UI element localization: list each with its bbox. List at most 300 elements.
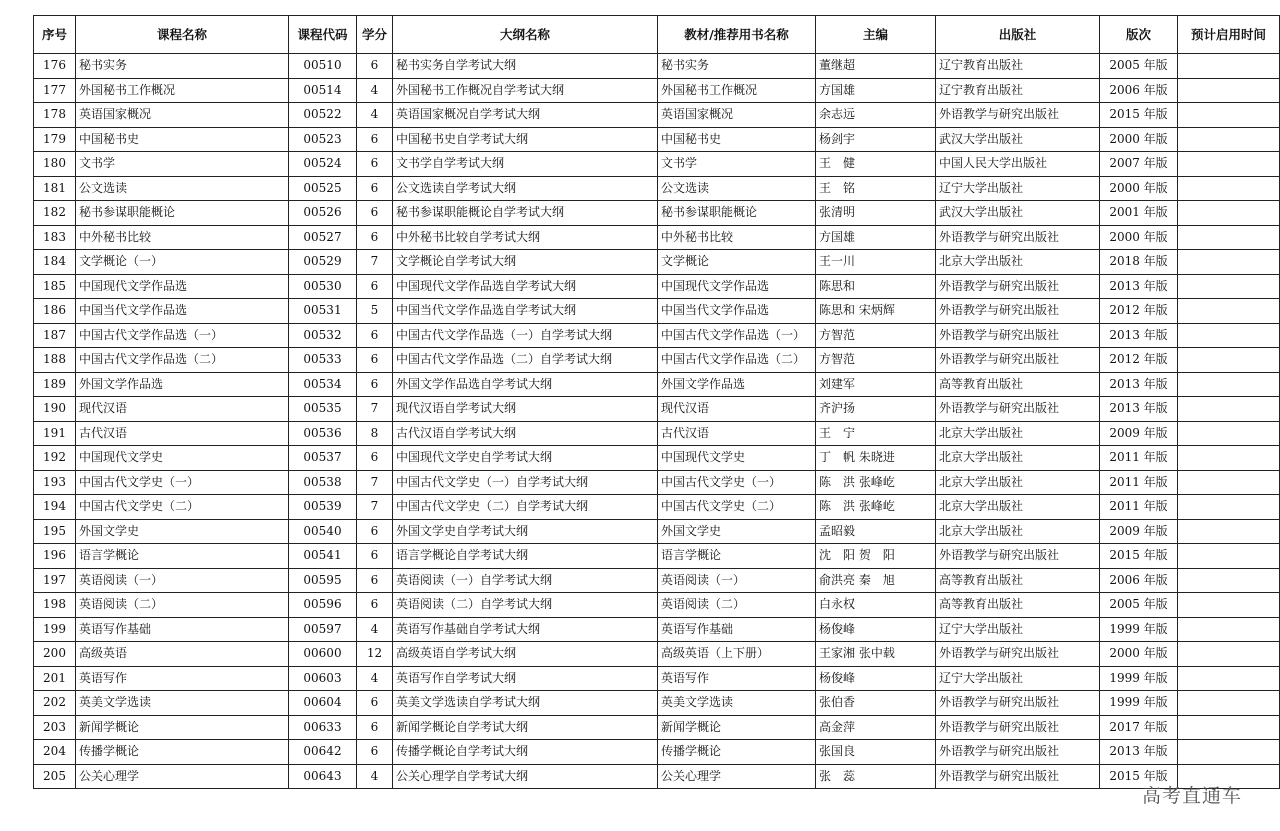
- cell-edition: 2013 年版: [1100, 274, 1178, 299]
- cell-credits: 7: [357, 470, 393, 495]
- cell-seq: 185: [34, 274, 76, 299]
- cell-editor: 沈 阳 贺 阳: [816, 544, 936, 569]
- table-row: [34, 691, 1280, 716]
- cell-syllabus: 中国现代文学史自学考试大纲: [393, 446, 658, 471]
- cell-syllabus: 英语国家概况自学考试大纲: [393, 103, 658, 128]
- cell-syllabus: 中国古代文学史（一）自学考试大纲: [393, 470, 658, 495]
- cell-publisher: 外语教学与研究出版社: [936, 397, 1100, 422]
- cell-editor: 杨俊峰: [816, 617, 936, 642]
- cell-course-code: 00597: [289, 617, 357, 642]
- cell-publisher: 辽宁大学出版社: [936, 617, 1100, 642]
- cell-edition: 2000 年版: [1100, 176, 1178, 201]
- cell-start-time: [1178, 299, 1280, 324]
- table-row: [34, 152, 1280, 177]
- cell-start-time: [1178, 397, 1280, 422]
- cell-publisher: 北京大学出版社: [936, 470, 1100, 495]
- table-row: [34, 397, 1280, 422]
- cell-publisher: 外语教学与研究出版社: [936, 544, 1100, 569]
- cell-credits: 12: [357, 642, 393, 667]
- cell-course-code: 00525: [289, 176, 357, 201]
- cell-course-name: 公关心理学: [76, 764, 289, 789]
- cell-credits: 6: [357, 225, 393, 250]
- cell-editor: 张清明: [816, 201, 936, 226]
- cell-course-code: 00595: [289, 568, 357, 593]
- cell-syllabus: 文书学自学考试大纲: [393, 152, 658, 177]
- cell-start-time: [1178, 666, 1280, 691]
- table-row: [34, 201, 1280, 226]
- cell-edition: 1999 年版: [1100, 691, 1178, 716]
- cell-course-name: 英语阅读（二）: [76, 593, 289, 618]
- cell-start-time: [1178, 593, 1280, 618]
- cell-textbook: 秘书参谋职能概论: [658, 201, 816, 226]
- cell-syllabus: 公文选读自学考试大纲: [393, 176, 658, 201]
- cell-publisher: 北京大学出版社: [936, 421, 1100, 446]
- cell-textbook: 文书学: [658, 152, 816, 177]
- cell-textbook: 中外秘书比较: [658, 225, 816, 250]
- cell-course-code: 00523: [289, 127, 357, 152]
- cell-publisher: 外语教学与研究出版社: [936, 103, 1100, 128]
- cell-course-code: 00538: [289, 470, 357, 495]
- cell-publisher: 高等教育出版社: [936, 593, 1100, 618]
- cell-start-time: [1178, 642, 1280, 667]
- header-syllabus: 大纲名称: [393, 16, 658, 54]
- cell-course-code: 00524: [289, 152, 357, 177]
- cell-editor: 王 健: [816, 152, 936, 177]
- cell-syllabus: 英语写作基础自学考试大纲: [393, 617, 658, 642]
- cell-course-code: 00541: [289, 544, 357, 569]
- cell-textbook: 秘书实务: [658, 54, 816, 79]
- cell-course-name: 中国古代文学作品选（一）: [76, 323, 289, 348]
- cell-edition: 2009 年版: [1100, 421, 1178, 446]
- cell-editor: 孟昭毅: [816, 519, 936, 544]
- cell-course-code: 00522: [289, 103, 357, 128]
- cell-publisher: 辽宁教育出版社: [936, 78, 1100, 103]
- cell-credits: 6: [357, 593, 393, 618]
- cell-edition: 2005 年版: [1100, 593, 1178, 618]
- cell-publisher: 中国人民大学出版社: [936, 152, 1100, 177]
- cell-editor: 方国雄: [816, 78, 936, 103]
- cell-course-name: 中国当代文学作品选: [76, 299, 289, 324]
- cell-editor: 陈 洪 张峰屹: [816, 495, 936, 520]
- cell-seq: 176: [34, 54, 76, 79]
- cell-edition: 2015 年版: [1100, 103, 1178, 128]
- cell-credits: 7: [357, 397, 393, 422]
- cell-textbook: 外国文学作品选: [658, 372, 816, 397]
- cell-syllabus: 中国古代文学作品选（二）自学考试大纲: [393, 348, 658, 373]
- cell-edition: 2006 年版: [1100, 78, 1178, 103]
- cell-start-time: [1178, 250, 1280, 275]
- cell-seq: 190: [34, 397, 76, 422]
- cell-publisher: 辽宁大学出版社: [936, 666, 1100, 691]
- cell-start-time: [1178, 617, 1280, 642]
- table-row: [34, 250, 1280, 275]
- table-row: [34, 715, 1280, 740]
- cell-course-code: 00643: [289, 764, 357, 789]
- cell-textbook: 英语阅读（二）: [658, 593, 816, 618]
- cell-start-time: [1178, 691, 1280, 716]
- cell-credits: 6: [357, 176, 393, 201]
- cell-seq: 203: [34, 715, 76, 740]
- cell-edition: 2013 年版: [1100, 372, 1178, 397]
- cell-editor: 王一川: [816, 250, 936, 275]
- cell-publisher: 高等教育出版社: [936, 372, 1100, 397]
- cell-syllabus: 传播学概论自学考试大纲: [393, 740, 658, 765]
- cell-course-code: 00531: [289, 299, 357, 324]
- cell-textbook: 中国现代文学作品选: [658, 274, 816, 299]
- cell-credits: 6: [357, 201, 393, 226]
- cell-course-code: 00540: [289, 519, 357, 544]
- cell-textbook: 英语写作基础: [658, 617, 816, 642]
- cell-course-code: 00526: [289, 201, 357, 226]
- table-row: [34, 470, 1280, 495]
- cell-seq: 204: [34, 740, 76, 765]
- cell-course-code: 00539: [289, 495, 357, 520]
- cell-editor: 丁 帆 朱晓进: [816, 446, 936, 471]
- cell-editor: 方智范: [816, 323, 936, 348]
- cell-course-name: 中国古代文学作品选（二）: [76, 348, 289, 373]
- cell-course-name: 中国古代文学史（二）: [76, 495, 289, 520]
- cell-publisher: 外语教学与研究出版社: [936, 642, 1100, 667]
- cell-credits: 4: [357, 78, 393, 103]
- cell-publisher: 武汉大学出版社: [936, 201, 1100, 226]
- cell-course-code: 00527: [289, 225, 357, 250]
- cell-course-code: 00600: [289, 642, 357, 667]
- header-start-time: 预计启用时间: [1178, 16, 1280, 54]
- cell-course-name: 外国文学史: [76, 519, 289, 544]
- cell-credits: 6: [357, 691, 393, 716]
- cell-credits: 6: [357, 715, 393, 740]
- cell-textbook: 中国当代文学作品选: [658, 299, 816, 324]
- cell-credits: 6: [357, 740, 393, 765]
- table-row: [34, 103, 1280, 128]
- cell-seq: 197: [34, 568, 76, 593]
- cell-credits: 4: [357, 103, 393, 128]
- cell-textbook: 英语阅读（一）: [658, 568, 816, 593]
- cell-edition: 2005 年版: [1100, 54, 1178, 79]
- cell-edition: 2000 年版: [1100, 127, 1178, 152]
- cell-seq: 193: [34, 470, 76, 495]
- table-row: [34, 764, 1280, 789]
- cell-course-code: 00537: [289, 446, 357, 471]
- cell-syllabus: 语言学概论自学考试大纲: [393, 544, 658, 569]
- cell-course-code: 00534: [289, 372, 357, 397]
- cell-start-time: [1178, 201, 1280, 226]
- cell-editor: 方智范: [816, 348, 936, 373]
- table-row: [34, 446, 1280, 471]
- table-row: [34, 78, 1280, 103]
- cell-course-name: 秘书参谋职能概论: [76, 201, 289, 226]
- cell-credits: 6: [357, 519, 393, 544]
- cell-credits: 6: [357, 372, 393, 397]
- cell-course-name: 中国秘书史: [76, 127, 289, 152]
- cell-start-time: [1178, 323, 1280, 348]
- cell-publisher: 外语教学与研究出版社: [936, 691, 1100, 716]
- table-row: [34, 568, 1280, 593]
- cell-start-time: [1178, 544, 1280, 569]
- header-edition: 版次: [1100, 16, 1178, 54]
- cell-course-name: 公文选读: [76, 176, 289, 201]
- cell-course-name: 现代汉语: [76, 397, 289, 422]
- watermark-text: 高考直通车: [1142, 785, 1243, 807]
- cell-syllabus: 外国秘书工作概况自学考试大纲: [393, 78, 658, 103]
- cell-textbook: 传播学概论: [658, 740, 816, 765]
- cell-textbook: 中国古代文学作品选（二）: [658, 348, 816, 373]
- cell-credits: 4: [357, 617, 393, 642]
- cell-credits: 7: [357, 495, 393, 520]
- cell-editor: 王 宁: [816, 421, 936, 446]
- cell-textbook: 现代汉语: [658, 397, 816, 422]
- cell-course-name: 古代汉语: [76, 421, 289, 446]
- cell-publisher: 外语教学与研究出版社: [936, 225, 1100, 250]
- cell-seq: 202: [34, 691, 76, 716]
- cell-credits: 6: [357, 348, 393, 373]
- table-row: [34, 274, 1280, 299]
- header-credits: 学分: [357, 16, 393, 54]
- cell-credits: 8: [357, 421, 393, 446]
- cell-course-name: 英语国家概况: [76, 103, 289, 128]
- cell-syllabus: 中国当代文学作品选自学考试大纲: [393, 299, 658, 324]
- table-row: [34, 544, 1280, 569]
- table-row: [34, 666, 1280, 691]
- cell-seq: 205: [34, 764, 76, 789]
- cell-publisher: 北京大学出版社: [936, 519, 1100, 544]
- cell-start-time: [1178, 446, 1280, 471]
- cell-course-code: 00529: [289, 250, 357, 275]
- cell-course-name: 秘书实务: [76, 54, 289, 79]
- cell-seq: 195: [34, 519, 76, 544]
- cell-seq: 181: [34, 176, 76, 201]
- cell-course-name: 中国现代文学史: [76, 446, 289, 471]
- cell-start-time: [1178, 715, 1280, 740]
- cell-textbook: 英语写作: [658, 666, 816, 691]
- cell-seq: 201: [34, 666, 76, 691]
- cell-editor: 王 铭: [816, 176, 936, 201]
- cell-syllabus: 文学概论自学考试大纲: [393, 250, 658, 275]
- cell-credits: 5: [357, 299, 393, 324]
- cell-edition: 2000 年版: [1100, 642, 1178, 667]
- cell-start-time: [1178, 470, 1280, 495]
- cell-edition: 2017 年版: [1100, 715, 1178, 740]
- cell-seq: 177: [34, 78, 76, 103]
- cell-seq: 194: [34, 495, 76, 520]
- cell-seq: 187: [34, 323, 76, 348]
- cell-syllabus: 英语阅读（一）自学考试大纲: [393, 568, 658, 593]
- cell-start-time: [1178, 176, 1280, 201]
- cell-editor: 杨剑宇: [816, 127, 936, 152]
- cell-editor: 杨俊峰: [816, 666, 936, 691]
- table-row: [34, 127, 1280, 152]
- cell-start-time: [1178, 421, 1280, 446]
- cell-course-name: 外国文学作品选: [76, 372, 289, 397]
- cell-edition: 2012 年版: [1100, 348, 1178, 373]
- cell-editor: 陈思和 宋炳辉: [816, 299, 936, 324]
- cell-seq: 196: [34, 544, 76, 569]
- cell-course-name: 英语阅读（一）: [76, 568, 289, 593]
- cell-credits: 4: [357, 666, 393, 691]
- cell-course-name: 外国秘书工作概况: [76, 78, 289, 103]
- cell-editor: 刘建军: [816, 372, 936, 397]
- cell-course-code: 00510: [289, 54, 357, 79]
- cell-editor: 王家湘 张中载: [816, 642, 936, 667]
- cell-seq: 184: [34, 250, 76, 275]
- cell-course-name: 高级英语: [76, 642, 289, 667]
- cell-textbook: 中国古代文学史（二）: [658, 495, 816, 520]
- table-row: [34, 519, 1280, 544]
- cell-textbook: 高级英语（上下册）: [658, 642, 816, 667]
- table-row: [34, 642, 1280, 667]
- cell-course-name: 中国现代文学作品选: [76, 274, 289, 299]
- cell-seq: 178: [34, 103, 76, 128]
- cell-publisher: 武汉大学出版社: [936, 127, 1100, 152]
- cell-editor: 余志远: [816, 103, 936, 128]
- cell-start-time: [1178, 152, 1280, 177]
- cell-credits: 6: [357, 274, 393, 299]
- cell-course-name: 英美文学选读: [76, 691, 289, 716]
- cell-editor: 俞洪亮 秦 旭: [816, 568, 936, 593]
- cell-publisher: 外语教学与研究出版社: [936, 323, 1100, 348]
- cell-edition: 2007 年版: [1100, 152, 1178, 177]
- cell-syllabus: 高级英语自学考试大纲: [393, 642, 658, 667]
- cell-syllabus: 外国文学史自学考试大纲: [393, 519, 658, 544]
- cell-course-code: 00530: [289, 274, 357, 299]
- cell-course-code: 00603: [289, 666, 357, 691]
- cell-seq: 179: [34, 127, 76, 152]
- cell-start-time: [1178, 372, 1280, 397]
- cell-course-name: 中外秘书比较: [76, 225, 289, 250]
- cell-start-time: [1178, 225, 1280, 250]
- cell-seq: 180: [34, 152, 76, 177]
- cell-seq: 198: [34, 593, 76, 618]
- cell-course-code: 00633: [289, 715, 357, 740]
- cell-editor: 张国良: [816, 740, 936, 765]
- cell-publisher: 外语教学与研究出版社: [936, 274, 1100, 299]
- cell-syllabus: 现代汉语自学考试大纲: [393, 397, 658, 422]
- table-row: [34, 299, 1280, 324]
- cell-textbook: 新闻学概论: [658, 715, 816, 740]
- cell-syllabus: 中国古代文学作品选（一）自学考试大纲: [393, 323, 658, 348]
- table-row: [34, 740, 1280, 765]
- cell-syllabus: 秘书实务自学考试大纲: [393, 54, 658, 79]
- cell-syllabus: 秘书参谋职能概论自学考试大纲: [393, 201, 658, 226]
- cell-syllabus: 中国现代文学作品选自学考试大纲: [393, 274, 658, 299]
- cell-publisher: 外语教学与研究出版社: [936, 715, 1100, 740]
- cell-start-time: [1178, 348, 1280, 373]
- cell-start-time: [1178, 519, 1280, 544]
- cell-course-name: 传播学概论: [76, 740, 289, 765]
- cell-course-name: 语言学概论: [76, 544, 289, 569]
- cell-syllabus: 英美文学选读自学考试大纲: [393, 691, 658, 716]
- cell-textbook: 外国文学史: [658, 519, 816, 544]
- cell-editor: 陈 洪 张峰屹: [816, 470, 936, 495]
- cell-edition: 2013 年版: [1100, 397, 1178, 422]
- cell-edition: 2001 年版: [1100, 201, 1178, 226]
- cell-editor: 张 蕊: [816, 764, 936, 789]
- header-publisher: 出版社: [936, 16, 1100, 54]
- cell-seq: 192: [34, 446, 76, 471]
- cell-edition: 2018 年版: [1100, 250, 1178, 275]
- cell-syllabus: 中国古代文学史（二）自学考试大纲: [393, 495, 658, 520]
- cell-edition: 2009 年版: [1100, 519, 1178, 544]
- cell-textbook: 英美文学选读: [658, 691, 816, 716]
- cell-textbook: 中国现代文学史: [658, 446, 816, 471]
- header-course-code: 课程代码: [289, 16, 357, 54]
- cell-publisher: 辽宁大学出版社: [936, 176, 1100, 201]
- cell-seq: 182: [34, 201, 76, 226]
- header-editor: 主编: [816, 16, 936, 54]
- cell-syllabus: 中外秘书比较自学考试大纲: [393, 225, 658, 250]
- course-table: [33, 15, 1280, 789]
- cell-editor: 齐沪扬: [816, 397, 936, 422]
- cell-edition: 1999 年版: [1100, 617, 1178, 642]
- cell-edition: 2015 年版: [1100, 764, 1178, 789]
- cell-edition: 2000 年版: [1100, 225, 1178, 250]
- cell-edition: 2013 年版: [1100, 323, 1178, 348]
- cell-credits: 6: [357, 323, 393, 348]
- cell-editor: 陈思和: [816, 274, 936, 299]
- cell-seq: 200: [34, 642, 76, 667]
- table-row: [34, 495, 1280, 520]
- table-row: [34, 323, 1280, 348]
- cell-textbook: 中国古代文学史（一）: [658, 470, 816, 495]
- cell-seq: 186: [34, 299, 76, 324]
- cell-textbook: 语言学概论: [658, 544, 816, 569]
- cell-syllabus: 新闻学概论自学考试大纲: [393, 715, 658, 740]
- cell-edition: 2011 年版: [1100, 470, 1178, 495]
- cell-start-time: [1178, 127, 1280, 152]
- cell-credits: 6: [357, 544, 393, 569]
- cell-course-code: 00642: [289, 740, 357, 765]
- cell-seq: 188: [34, 348, 76, 373]
- cell-course-code: 00536: [289, 421, 357, 446]
- cell-credits: 6: [357, 127, 393, 152]
- cell-syllabus: 英语阅读（二）自学考试大纲: [393, 593, 658, 618]
- cell-publisher: 外语教学与研究出版社: [936, 740, 1100, 765]
- cell-start-time: [1178, 495, 1280, 520]
- cell-start-time: [1178, 740, 1280, 765]
- table-row: [34, 54, 1280, 79]
- header-course-name: 课程名称: [76, 16, 289, 54]
- cell-course-code: 00604: [289, 691, 357, 716]
- header-seq: 序号: [34, 16, 76, 54]
- cell-syllabus: 古代汉语自学考试大纲: [393, 421, 658, 446]
- cell-edition: 2006 年版: [1100, 568, 1178, 593]
- cell-start-time: [1178, 103, 1280, 128]
- cell-credits: 4: [357, 764, 393, 789]
- cell-editor: 张伯香: [816, 691, 936, 716]
- cell-course-name: 文书学: [76, 152, 289, 177]
- cell-edition: 2013 年版: [1100, 740, 1178, 765]
- header-row: [34, 16, 1280, 54]
- cell-seq: 199: [34, 617, 76, 642]
- cell-start-time: [1178, 54, 1280, 79]
- cell-course-code: 00532: [289, 323, 357, 348]
- table-row: [34, 372, 1280, 397]
- cell-textbook: 中国秘书史: [658, 127, 816, 152]
- cell-course-code: 00533: [289, 348, 357, 373]
- cell-publisher: 北京大学出版社: [936, 250, 1100, 275]
- cell-course-name: 文学概论（一）: [76, 250, 289, 275]
- cell-credits: 6: [357, 446, 393, 471]
- cell-edition: 1999 年版: [1100, 666, 1178, 691]
- cell-editor: 白永权: [816, 593, 936, 618]
- cell-edition: 2011 年版: [1100, 446, 1178, 471]
- cell-publisher: 辽宁教育出版社: [936, 54, 1100, 79]
- cell-publisher: 北京大学出版社: [936, 446, 1100, 471]
- table-row: [34, 176, 1280, 201]
- cell-edition: 2011 年版: [1100, 495, 1178, 520]
- cell-editor: 高金萍: [816, 715, 936, 740]
- table-row: [34, 421, 1280, 446]
